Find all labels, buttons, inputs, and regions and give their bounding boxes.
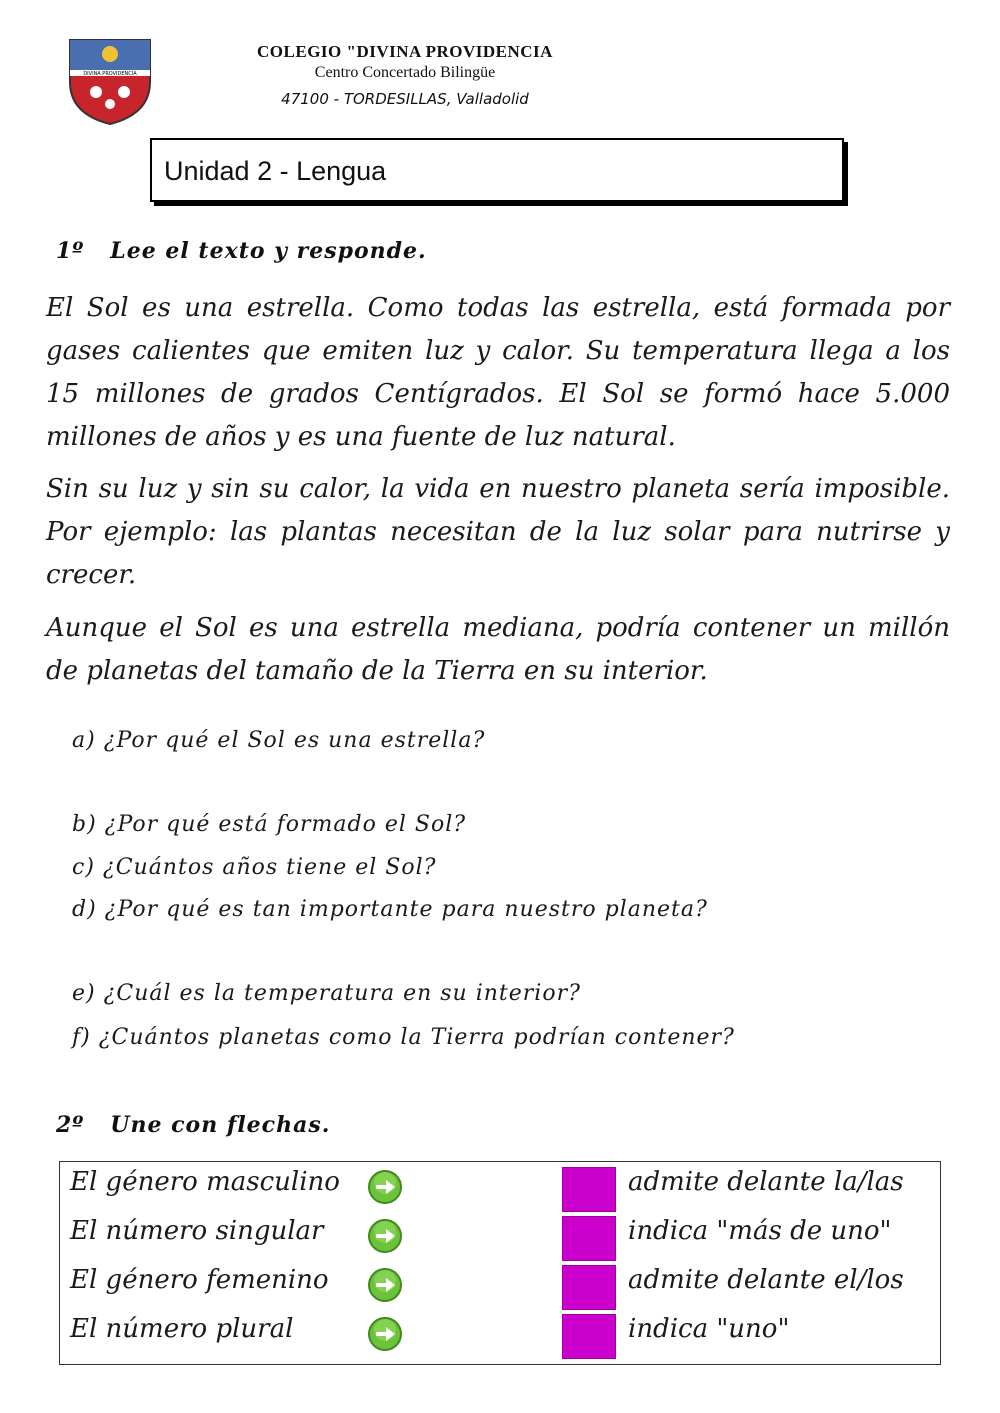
exercise-2-header — [56, 1112, 330, 1138]
paragraph-3: Aunque el Sol es una estrella mediana, podría contener un millón de planetas del tamaño de la Tierra en su interior. — [46, 613, 950, 686]
drop-target[interactable] — [562, 1265, 616, 1310]
left-item: El género femenino — [70, 1265, 329, 1295]
left-item: El número singular — [70, 1216, 324, 1246]
right-item: admite delante el/los — [628, 1265, 904, 1295]
exercise-1-header — [56, 238, 427, 264]
drop-target[interactable] — [562, 1216, 616, 1261]
paragraph-1: El Sol es una estrella. Como todas las estrella, está formada por gases calientes que emiten luz y calor. Su temperatura llega a los 15 millones de grados Centígrados. El Sol se formó hace 5.000 millones de años y es una fuente de luz natural. — [46, 293, 950, 452]
question-b: b) ¿Por qué está formado el Sol? — [72, 812, 467, 837]
question-f: f) ¿Cuántos planetas como la Tierra podrían contener? — [72, 1025, 735, 1050]
green-arrow-icon[interactable] — [367, 1169, 403, 1205]
exercise-2-number: 2º — [56, 1112, 85, 1138]
match-row — [60, 1310, 940, 1359]
school-logo — [66, 34, 154, 126]
drop-target[interactable] — [562, 1314, 616, 1359]
school-address: 47100 - TORDESILLAS, Valladolid — [281, 90, 529, 108]
question-a: a) ¿Por qué el Sol es una estrella? — [72, 728, 486, 753]
match-row — [60, 1261, 940, 1310]
left-item: El género masculino — [70, 1167, 340, 1197]
question-d: d) ¿Por qué es tan importante para nuestro planeta? — [72, 897, 708, 922]
match-row — [60, 1163, 940, 1212]
green-arrow-icon[interactable] — [367, 1218, 403, 1254]
logo-text: DIVINA PROVIDENCIA — [83, 71, 137, 77]
question-e: e) ¿Cuál es la temperatura en su interior? — [72, 981, 581, 1006]
page-title: Unidad 2 - Lengua — [164, 156, 387, 186]
exercise-1-number: 1º — [56, 238, 85, 264]
match-row — [60, 1212, 940, 1261]
green-arrow-icon[interactable] — [367, 1316, 403, 1352]
school-name: COLEGIO "DIVINA PROVIDENCIA — [257, 42, 553, 61]
right-item: indica "más de uno" — [628, 1216, 892, 1246]
right-item: indica "uno" — [628, 1314, 790, 1344]
right-item: admite delante la/las — [628, 1167, 904, 1197]
green-arrow-icon[interactable] — [367, 1267, 403, 1303]
drop-target[interactable] — [562, 1167, 616, 1212]
left-item: El número plural — [70, 1314, 294, 1344]
title-box — [150, 138, 844, 202]
paragraph-2: Sin su luz y sin su calor, la vida en nuestro planeta sería imposible. Por ejemplo: las plantas necesitan de la luz solar para nutrirse y crecer. — [46, 474, 950, 590]
matching-table — [59, 1161, 941, 1365]
question-c: c) ¿Cuántos años tiene el Sol? — [72, 855, 437, 880]
school-subtitle: Centro Concertado Bilingüe — [314, 64, 496, 81]
exercise-1-instruction: Lee el texto y responde. — [110, 238, 427, 264]
exercise-2-instruction: Une con flechas. — [110, 1112, 331, 1138]
